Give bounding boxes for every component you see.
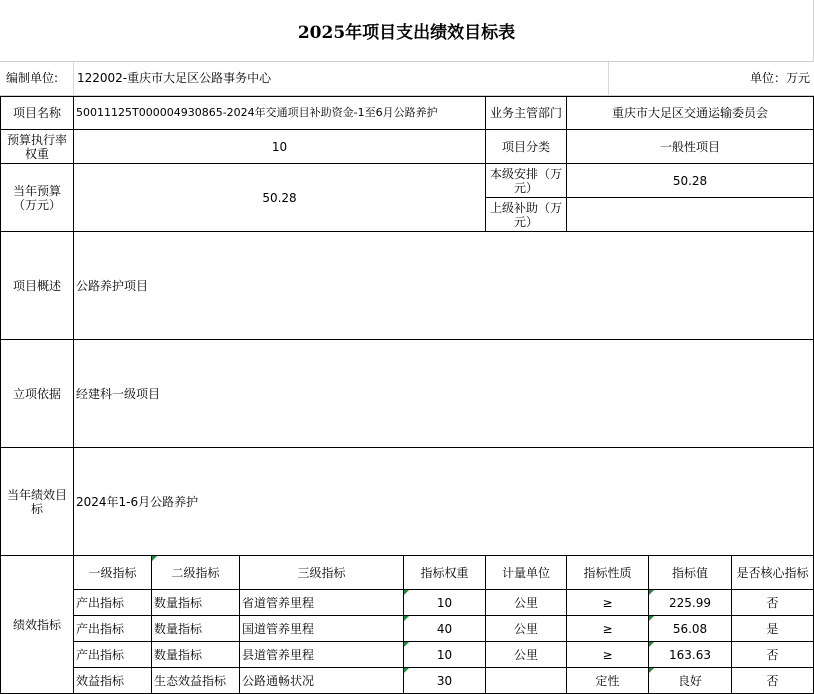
level1-cell: 效益指标 [74,668,152,694]
col-header: 计量单位 [486,556,567,590]
table-row [1,340,814,448]
level2-cell: 数量指标 [152,616,240,642]
nature-cell: 定性 [567,668,649,694]
overview-value: 公路养护项目 [74,232,814,340]
upper-label: 上级补助（万元） [486,198,567,232]
level2-cell: 数量指标 [152,642,240,668]
dept-label: 业务主管部门 [486,97,567,130]
nature-cell: ≥ [567,590,649,616]
unit-label: 单位：万元 [749,71,810,85]
value-cell: 225.99 [649,590,732,616]
level2-cell: 数量指标 [152,590,240,616]
weight-value: 10 [74,130,486,164]
table-row [1,448,814,556]
table-row [1,232,814,340]
col-header: 指标权重 [404,556,486,590]
level1-cell: 产出指标 [74,590,152,616]
core-cell: 否 [732,642,814,668]
col-header: 指标值 [649,556,732,590]
col-header: 二级指标 [152,556,240,590]
core-cell: 是 [732,616,814,642]
basis-label: 立项依据 [1,340,74,448]
weight-cell: 10 [404,642,486,668]
col-header: 三级指标 [240,556,404,590]
col-header: 指标性质 [567,556,649,590]
table-row [1,642,814,668]
table-row [1,590,814,616]
weight-cell: 30 [404,668,486,694]
weight-cell: 40 [404,616,486,642]
col-header: 是否核心指标 [732,556,814,590]
table-row [1,556,814,590]
org-value: 122002-重庆市大足区公路事务中心 [77,71,272,85]
level1-cell: 产出指标 [74,642,152,668]
table-row [1,97,814,130]
weight-cell: 10 [404,590,486,616]
performance-table [0,96,814,694]
core-cell: 否 [732,590,814,616]
overview-label: 项目概述 [1,232,74,340]
budget-value: 50.28 [74,164,486,232]
table-row [1,130,814,164]
value-cell: 良好 [649,668,732,694]
level3-cell: 省道管养里程 [240,590,404,616]
unit-cell: 公里 [486,642,567,668]
col-header: 一级指标 [74,556,152,590]
page-title: 2025年项目支出绩效目标表 [0,0,814,61]
value-cell: 163.63 [649,642,732,668]
value-cell: 56.08 [649,616,732,642]
project-name-label: 项目名称 [1,97,74,130]
weight-label: 预算执行率权重 [1,130,74,164]
project-name-value: 50011125T000004930865-2024年交通项目补助资金-1至6月公路养护 [74,97,486,130]
org-label: 编制单位: [6,71,59,85]
level3-cell: 公路通畅状况 [240,668,404,694]
nature-cell: ≥ [567,642,649,668]
unit-cell: 公里 [486,590,567,616]
level3-cell: 县道管养里程 [240,642,404,668]
core-cell: 否 [732,668,814,694]
local-value: 50.28 [567,164,814,198]
table-row [1,164,814,198]
upper-value [567,198,814,232]
budget-label: 当年预算（万元） [1,164,74,232]
goal-value: 2024年1-6月公路养护 [74,448,814,556]
dept-value: 重庆市大足区交通运输委员会 [567,97,814,130]
local-label: 本级安排（万元） [486,164,567,198]
category-value: 一般性项目 [567,130,814,164]
indicators-label: 绩效指标 [1,556,74,694]
org-unit-row [0,62,814,95]
divider [608,62,609,95]
unit-cell [486,668,567,694]
category-label: 项目分类 [486,130,567,164]
goal-label: 当年绩效目标 [1,448,74,556]
unit-cell: 公里 [486,616,567,642]
table-row [1,668,814,694]
level2-cell: 生态效益指标 [152,668,240,694]
nature-cell: ≥ [567,616,649,642]
table-row [1,616,814,642]
divider [73,62,74,95]
basis-value: 经建科一级项目 [74,340,814,448]
level1-cell: 产出指标 [74,616,152,642]
level3-cell: 国道管养里程 [240,616,404,642]
